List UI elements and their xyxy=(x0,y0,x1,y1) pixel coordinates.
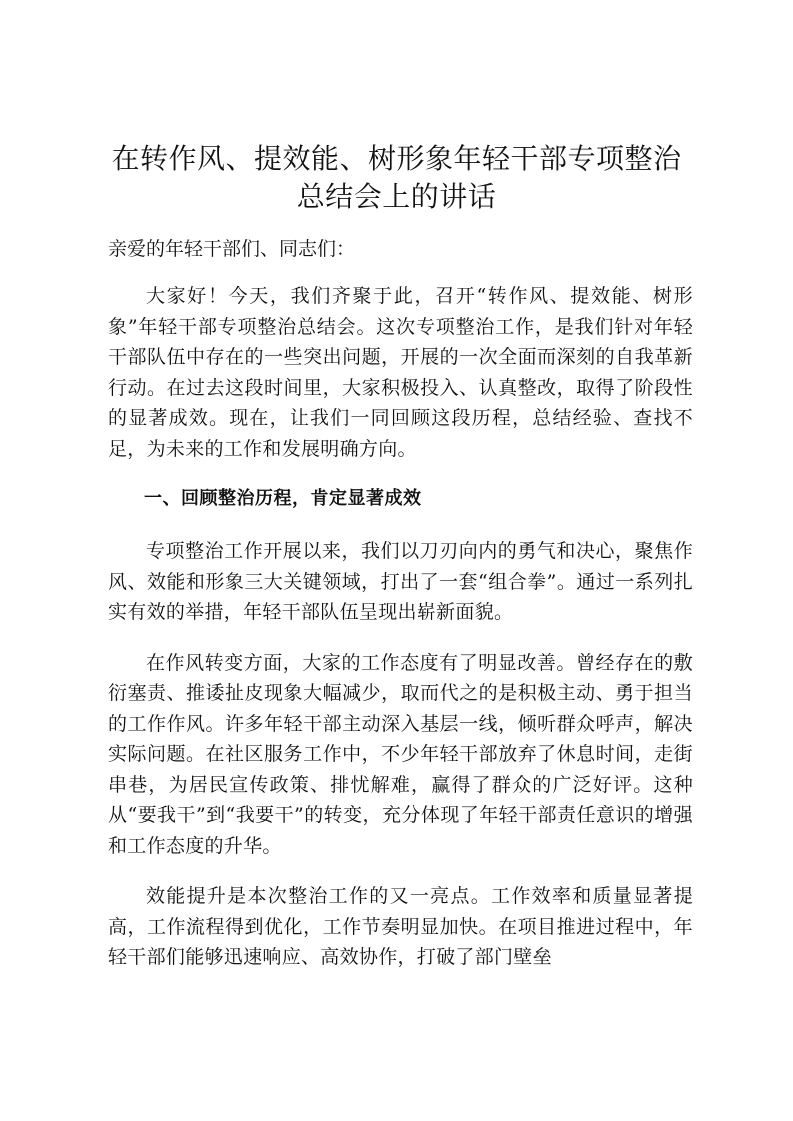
section-heading-1: 一、回顾整治历程，肯定显著成效 xyxy=(144,488,422,509)
paragraph-2: 在作风转变方面，大家的工作态度有了明显改善。曾经存在的敷衍塞责、推诿扯皮现象大幅减少，取而代之的是积极主动、勇于担当的工作作风。许多年轻干部主动深入基层一线，倾听群众呼声，解决实际问题。在社区服务工作中，不少年轻干部放弃了休息时间，走街串巷，为居民宣传政策、排忧解难，赢得了群众的广泛好评。这种从“要我干”到“我要干”的转变，充分体现了年轻干部责任意识的增强和工作态度的升华。 xyxy=(108,651,693,857)
title-line-2: 总结会上的讲话 xyxy=(296,180,497,213)
page-title xyxy=(100,140,693,216)
paragraph-3: 效能提升是本次整治工作的又一亮点。工作效率和质量显著提高，工作流程得到优化，工作节奏明显加快。在项目推进过程中，年轻干部们能够迅速响应、高效协作，打破了部门壁垒 xyxy=(108,885,693,968)
title-line-1: 在转作风、提效能、树形象年轻干部专项整治 xyxy=(111,142,682,175)
paragraph-1: 专项整治工作开展以来，我们以刀刃向内的勇气和决心，聚焦作风、效能和形象三大关键领域，打出了一套“组合拳”。通过一系列扎实有效的举措，年轻干部队伍呈现出崭新面貌。 xyxy=(108,540,693,623)
paragraph-intro: 大家好！今天，我们齐聚于此，召开“转作风、提效能、树形象”年轻干部专项整治总结会。这次专项整治工作，是我们针对年轻干部队伍中存在的一些突出问题，开展的一次全面而深刻的自我革新行动。在过去这段时间里，大家积极投入、认真整改，取得了阶段性的显著成效。现在，让我们一同回顾这段历程，总结经验、查找不足，为未来的工作和发展明确方向。 xyxy=(108,285,693,460)
document-body xyxy=(108,233,693,993)
salutation: 亲爱的年轻干部们、同志们： xyxy=(108,238,356,260)
